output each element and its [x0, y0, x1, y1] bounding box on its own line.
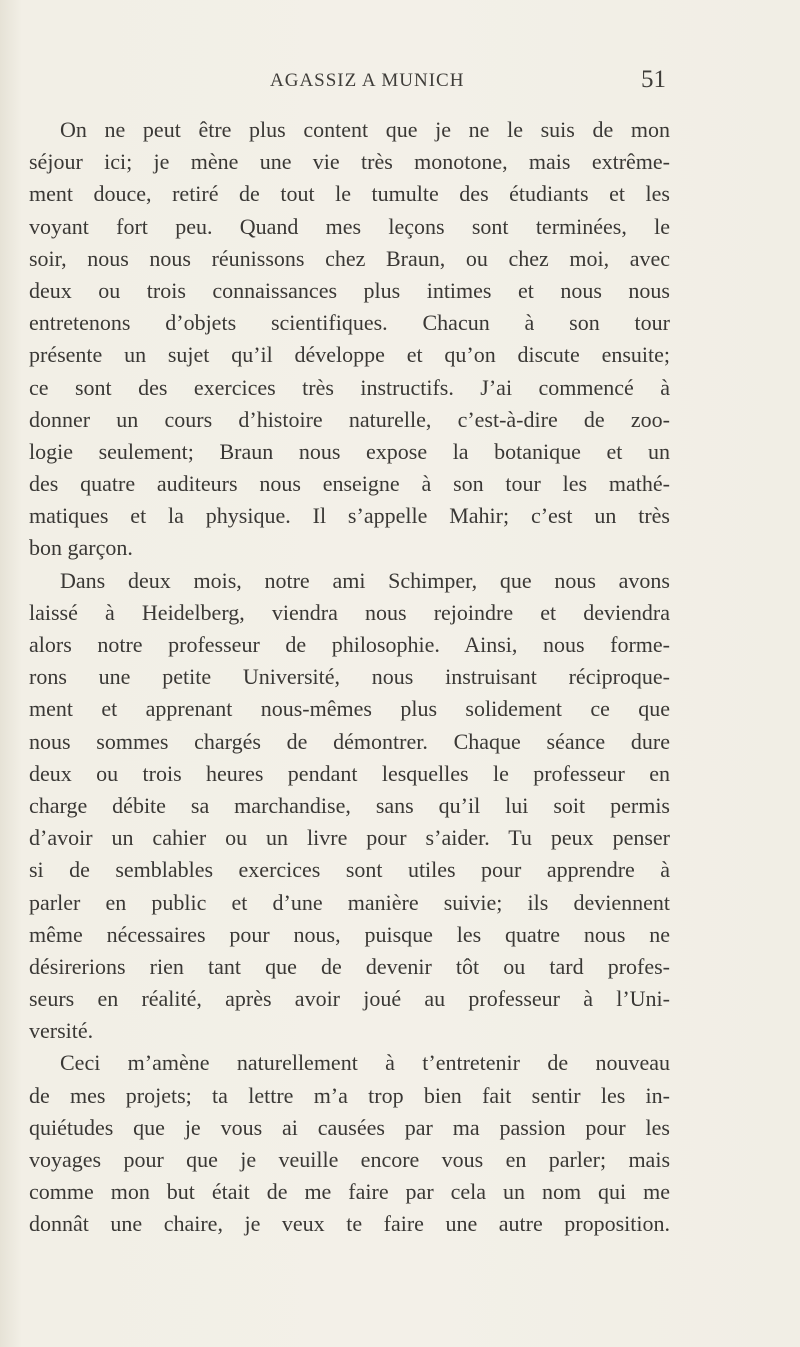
text-line: versité.: [29, 1018, 94, 1044]
text-line: ce sont des exercices très instructifs. J’ai commencé à: [29, 374, 670, 400]
text-line: parler en public et d’une manière suivie; ils deviennent: [29, 889, 670, 915]
text-line: séjour ici; je mène une vie très monotone, mais extrême-: [29, 149, 670, 175]
text-line: On ne peut être plus content que je ne le suis de mon: [60, 117, 670, 142]
text-line: voyant fort peu. Quand mes leçons sont terminées, le: [29, 213, 670, 239]
text-line: seurs en réalité, après avoir joué au professeur à l’Uni-: [29, 986, 670, 1012]
body-text: [29, 114, 670, 1241]
text-line: désirerions rien tant que de devenir tôt ou tard profes-: [29, 953, 670, 979]
text-line: d’avoir un cahier ou un livre pour s’aider. Tu peux penser: [29, 825, 670, 851]
text-line: nous sommes chargés de démontrer. Chaque séance dure: [29, 728, 670, 754]
text-line: ment et apprenant nous-mêmes plus solidement ce que: [29, 696, 670, 722]
text-line: donner un cours d’histoire naturelle, c’est-à-dire de zoo-: [29, 406, 670, 432]
page-number: 51: [641, 66, 666, 93]
text-line: deux ou trois connaissances plus intimes et nous nous: [29, 277, 670, 303]
text-line: des quatre auditeurs nous enseigne à son tour les mathé-: [29, 471, 670, 497]
text-line: voyages pour que je veuille encore vous en parler; mais: [29, 1147, 670, 1172]
text-line: logie seulement; Braun nous expose la botanique et un: [29, 438, 670, 464]
text-line: entretenons d’objets scientifiques. Chacun à son tour: [29, 310, 670, 336]
text-line: laissé à Heidelberg, viendra nous rejoindre et deviendra: [29, 599, 670, 625]
text-line: deux ou trois heures pendant lesquelles le professeur en: [29, 760, 670, 786]
text-line: alors notre professeur de philosophie. Ainsi, nous forme-: [29, 632, 670, 657]
text-line: Dans deux mois, notre ami Schimper, que nous avons: [60, 567, 670, 593]
running-title: AGASSIZ A MUNICH: [270, 70, 465, 91]
text-line: si de semblables exercices sont utiles pour apprendre à: [29, 857, 670, 883]
text-line: de mes projets; ta lettre m’a trop bien fait sentir les in-: [29, 1082, 670, 1108]
text-line: soir, nous nous réunissons chez Braun, ou chez moi, avec: [29, 245, 670, 271]
text-line: matiques et la physique. Il s’appelle Mahir; c’est un très: [29, 503, 670, 529]
text-line: bon garçon.: [29, 535, 133, 561]
text-line: comme mon but était de me faire par cela un nom qui me: [29, 1179, 670, 1205]
text-line: présente un sujet qu’il développe et qu’on discute ensuite;: [29, 342, 670, 368]
text-line: quiétudes que je vous ai causées par ma passion pour les: [29, 1114, 670, 1140]
text-line: même nécessaires pour nous, puisque les quatre nous ne: [29, 921, 670, 947]
text-line: Ceci m’amène naturellement à t’entretenir de nouveau: [60, 1050, 670, 1076]
text-line: donnât une chaire, je veux te faire une autre proposition.: [29, 1211, 670, 1237]
text-line: rons une petite Université, nous instruisant réciproque-: [29, 664, 670, 690]
text-line: charge débite sa marchandise, sans qu’il lui soit permis: [29, 792, 670, 818]
running-head: [0, 66, 800, 100]
text-line: ment douce, retiré de tout le tumulte des étudiants et les: [29, 181, 670, 207]
